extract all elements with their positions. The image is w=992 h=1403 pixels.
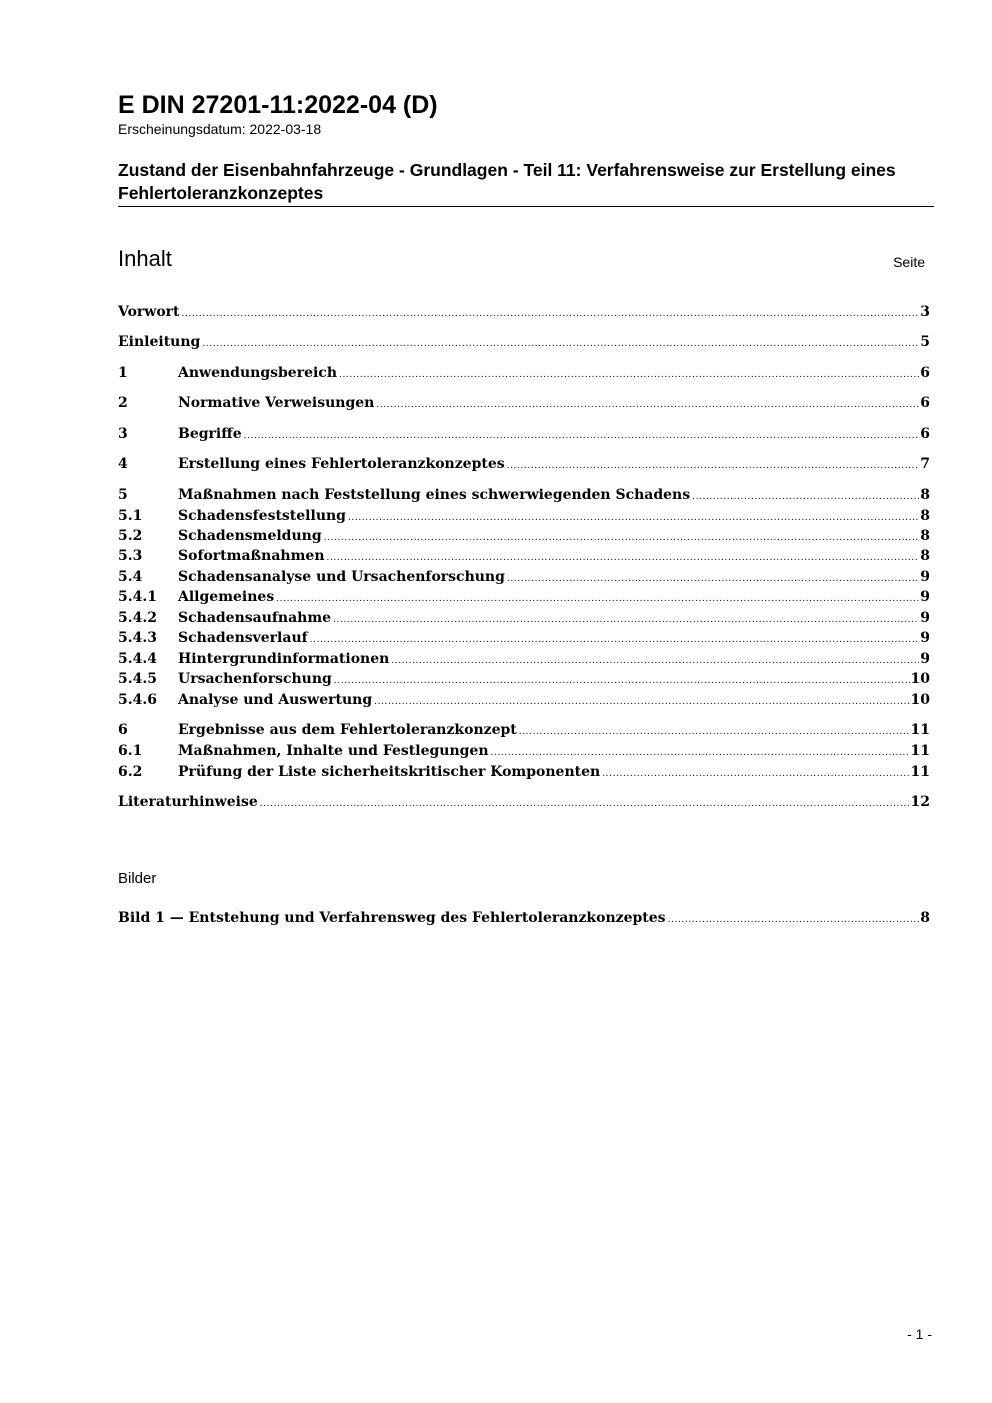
toc-entry-number: 5.3 — [118, 548, 143, 564]
toc-entry-number: 2 — [118, 395, 128, 411]
toc-entry-title: Einleitung — [118, 334, 201, 350]
dot-leader — [260, 792, 910, 814]
document-id: E DIN 27201-11:2022-04 (D) — [118, 91, 438, 119]
toc-entry-title: Bild 1 — Entstehung und Verfahrensweg des Fehlertoleranzkonzeptes — [118, 910, 666, 926]
toc-entry-number: 5.4.6 — [118, 692, 157, 708]
toc-entry-line — [178, 526, 930, 548]
toc-entry-line — [118, 792, 930, 814]
toc-entry-line — [178, 669, 930, 691]
toc-entry-number: 6.1 — [118, 743, 143, 759]
toc-entry-page: 9 — [920, 589, 930, 605]
toc-entry-number: 5.2 — [118, 528, 143, 544]
toc-entry[interactable] — [118, 762, 930, 782]
toc-entry-line — [178, 546, 930, 568]
toc-entry[interactable] — [118, 720, 930, 740]
toc-entry[interactable] — [118, 506, 930, 526]
toc-entry-title: Erstellung eines Fehlertoleranzkonzeptes — [178, 456, 505, 472]
toc-entry-line — [178, 649, 930, 671]
toc-entry[interactable] — [118, 485, 930, 505]
toc-entry-title: Normative Verweisungen — [178, 395, 375, 411]
dot-leader — [376, 393, 919, 415]
toc-entry-line — [178, 393, 930, 415]
toc-entry[interactable] — [118, 424, 930, 444]
dot-leader — [374, 690, 909, 712]
toc-entry-line — [178, 454, 930, 476]
toc-entry-number: 6 — [118, 722, 128, 738]
toc-entry-line — [178, 608, 930, 630]
toc-entry-page: 11 — [910, 722, 930, 738]
toc-entry-line — [178, 485, 930, 507]
dot-leader — [276, 587, 919, 609]
toc-entry-page: 10 — [910, 692, 930, 708]
dot-leader — [339, 363, 919, 385]
toc-entry[interactable] — [118, 454, 930, 474]
publication-date: Erscheinungsdatum: 2022-03-18 — [118, 121, 322, 137]
dot-leader — [244, 424, 920, 446]
toc-entry-line — [178, 424, 930, 446]
toc-entry-page: 9 — [920, 610, 930, 626]
toc-entry[interactable] — [118, 546, 930, 566]
toc-entry[interactable] — [118, 690, 930, 710]
toc-entry[interactable] — [118, 792, 930, 812]
toc-entry-number: 5.4.5 — [118, 671, 157, 687]
toc-entry-page: 8 — [920, 548, 930, 564]
toc-entry-page: 5 — [920, 334, 930, 350]
dot-leader — [391, 649, 919, 671]
toc-entry-line — [178, 720, 930, 742]
toc-entry-line — [178, 628, 930, 650]
toc-entry-title: Schadensfeststellung — [178, 508, 346, 524]
toc-entry-page: 6 — [920, 395, 930, 411]
toc-entry[interactable] — [118, 608, 930, 628]
toc-entry-number: 1 — [118, 365, 128, 381]
title-divider — [118, 206, 934, 207]
page-number: - 1 - — [907, 1326, 932, 1342]
toc-entry[interactable] — [118, 363, 930, 383]
toc-entry-title: Maßnahmen, Inhalte und Festlegungen — [178, 743, 489, 759]
toc-entry-page: 12 — [910, 794, 930, 810]
dot-leader — [334, 669, 910, 691]
toc-entry[interactable] — [118, 587, 930, 607]
toc-entry-page: 6 — [920, 365, 930, 381]
toc-entry-title: Anwendungsbereich — [178, 365, 337, 381]
dot-leader — [333, 608, 919, 630]
toc-entry-title: Hintergrundinformationen — [178, 651, 390, 667]
toc-entry-page: 8 — [920, 487, 930, 503]
toc-entry[interactable] — [118, 302, 930, 322]
toc-entry[interactable] — [118, 649, 930, 669]
toc-entry-line — [178, 741, 930, 763]
toc-entry-page: 10 — [910, 671, 930, 687]
toc-entry[interactable] — [118, 332, 930, 352]
toc-entry-title: Sofortmaßnahmen — [178, 548, 325, 564]
toc-entry[interactable] — [118, 628, 930, 648]
dot-leader — [324, 526, 920, 548]
toc-entry-line — [118, 332, 930, 354]
toc-entry-title: Vorwort — [118, 304, 180, 320]
dot-leader — [507, 454, 920, 476]
toc-entry-title: Literaturhinweise — [118, 794, 258, 810]
dot-leader — [602, 762, 909, 784]
toc-entry-number: 4 — [118, 456, 128, 472]
toc-entry-page: 9 — [920, 630, 930, 646]
dot-leader — [348, 506, 919, 528]
toc-entry-page: 8 — [920, 508, 930, 524]
toc-entry-line — [178, 567, 930, 589]
dot-leader — [182, 302, 920, 324]
dot-leader — [491, 741, 910, 763]
toc-entry[interactable] — [118, 393, 930, 413]
toc-entry-title: Schadensverlauf — [178, 630, 308, 646]
document-title: Zustand der Eisenbahnfahrzeuge - Grundlagen - Teil 11: Verfahrensweise zur Erstellung eines Fehlertoleranzkonzeptes — [118, 160, 896, 203]
toc-entry[interactable] — [118, 669, 930, 689]
toc-entry-title: Schadensaufnahme — [178, 610, 332, 626]
toc-entry-line — [118, 302, 930, 324]
dot-leader — [519, 720, 910, 742]
toc-entry-title: Maßnahmen nach Feststellung eines schwerwiegenden Schadens — [178, 487, 691, 503]
toc-entry-line — [118, 908, 930, 930]
toc-entry-page: 7 — [920, 456, 930, 472]
toc-entry-page: 11 — [910, 743, 930, 759]
toc-entry-line — [178, 587, 930, 609]
dot-leader — [668, 908, 920, 930]
figures-heading: Bilder — [118, 870, 157, 887]
toc-entry-title: Schadensanalyse und Ursachenforschung — [178, 569, 505, 585]
toc-entry-title: Ursachenforschung — [178, 671, 332, 687]
toc-entry-page: 8 — [920, 910, 930, 926]
toc-entry[interactable] — [118, 741, 930, 761]
toc-entry-title: Allgemeines — [178, 589, 275, 605]
figure-entry[interactable] — [118, 908, 930, 928]
dot-leader — [692, 485, 919, 507]
toc-entry-number: 6.2 — [118, 764, 143, 780]
dot-leader — [202, 332, 919, 354]
toc-entry[interactable] — [118, 526, 930, 546]
toc-entry-number: 3 — [118, 426, 128, 442]
toc-entry-page: 8 — [920, 528, 930, 544]
toc-entry-page: 9 — [920, 651, 930, 667]
toc-entry-title: Ergebnisse aus dem Fehlertoleranzkonzept — [178, 722, 517, 738]
toc-entry-line — [178, 690, 930, 712]
toc-entry-number: 5.4.3 — [118, 630, 157, 646]
toc-entry-page: 9 — [920, 569, 930, 585]
dot-leader — [327, 546, 920, 568]
toc-entry-line — [178, 762, 930, 784]
toc-entry-title: Begriffe — [178, 426, 242, 442]
toc-entry-number: 5 — [118, 487, 128, 503]
toc-entry-title: Prüfung der Liste sicherheitskritischer Komponenten — [178, 764, 601, 780]
toc-heading: Inhalt — [118, 246, 172, 271]
toc-entry-line — [178, 363, 930, 385]
toc-entry-title: Schadensmeldung — [178, 528, 322, 544]
toc-entry-title: Analyse und Auswertung — [178, 692, 373, 708]
toc-entry-line — [178, 506, 930, 528]
toc-entry[interactable] — [118, 567, 930, 587]
dot-leader — [310, 628, 920, 650]
dot-leader — [507, 567, 919, 589]
toc-entry-number: 5.1 — [118, 508, 143, 524]
page-column-heading: Seite — [893, 254, 925, 270]
toc-entry-number: 5.4.1 — [118, 589, 157, 605]
toc-entry-number: 5.4 — [118, 569, 143, 585]
toc-entry-page: 11 — [910, 764, 930, 780]
toc-entry-number: 5.4.4 — [118, 651, 157, 667]
toc-entry-page: 3 — [920, 304, 930, 320]
toc-entry-page: 6 — [920, 426, 930, 442]
toc-entry-number: 5.4.2 — [118, 610, 157, 626]
